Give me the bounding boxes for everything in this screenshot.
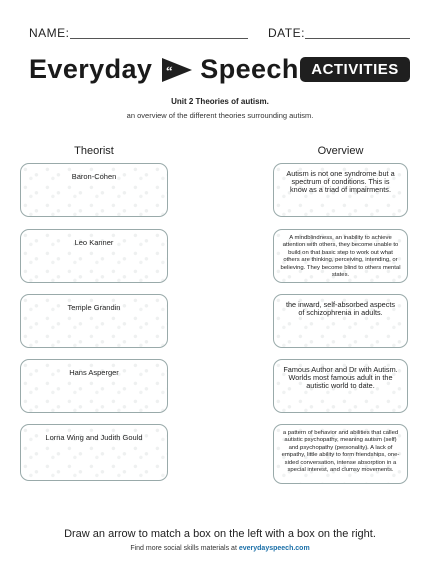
footer-more-text: Find more social skills materials at [130,545,237,552]
worksheet-subtitle: an overview of the different theories surrounding autism. [126,111,314,120]
overview-card[interactable] [273,229,408,283]
overview-text: A mindblindness, an inability to achieve attention with others, they become unable to build on that basic step to work out what others are thinking, perceiving, intending, or believing. They become blind to others mental states. [280,235,401,278]
svg-text:“: “ [166,62,174,78]
brand-right-text: Speech [200,54,299,84]
name-line[interactable] [70,38,248,39]
theorist-name: Leo Kanner [74,238,114,247]
theorist-card[interactable] [20,229,168,283]
footer-site-link[interactable]: everydayspeech.com [238,545,310,552]
worksheet-title: Unit 2 Theories of autism. [171,97,269,106]
theorist-heading: Theorist [74,145,114,157]
instruction-text: Draw an arrow to match a box on the left with a box on the right. [64,528,376,540]
overview-text: Famous Author and Dr with Autism. Worlds most famous adult in the autistic world to date. [283,365,398,391]
theorist-card[interactable] [20,359,168,413]
speech-play-icon [160,56,194,84]
theorist-card[interactable] [20,294,168,348]
overview-card[interactable] [273,163,408,217]
overview-text: a pattern of behavior and abilities that called autistic psychopathy, meaning autism (self) and psychopathy (personality). A lack of empathy, little ability to form friendships, one-sided conversation, intense absorption in a special interest, and clumsy movements. [281,430,400,473]
overview-heading: Overview [317,145,364,157]
date-label: DATE: [268,26,305,40]
activities-badge: ACTIVITIES [300,57,410,82]
theorist-card[interactable] [20,163,168,217]
footer-more [0,545,440,552]
date-line[interactable] [305,38,410,39]
overview-text: the inward, self-absorbed aspects of schizophrenia in adults. [285,300,396,318]
name-label: NAME: [29,26,70,40]
theorist-name: Baron-Cohen [71,172,117,181]
brand-logo [29,54,299,85]
overview-card[interactable] [273,424,408,484]
overview-text: Autism is not one syndrome but a spectrum of conditions. This is know as a triad of impairments. [286,169,395,195]
overview-card[interactable] [273,294,408,348]
theorist-name: Temple Grandin [67,303,121,312]
brand-left-text: Everyday [29,54,153,84]
overview-card[interactable] [273,359,408,413]
theorist-name: Hans Asperger [69,368,119,377]
theorist-card[interactable] [20,424,168,481]
theorist-name: Lorna Wing and Judith Gould [45,433,143,442]
